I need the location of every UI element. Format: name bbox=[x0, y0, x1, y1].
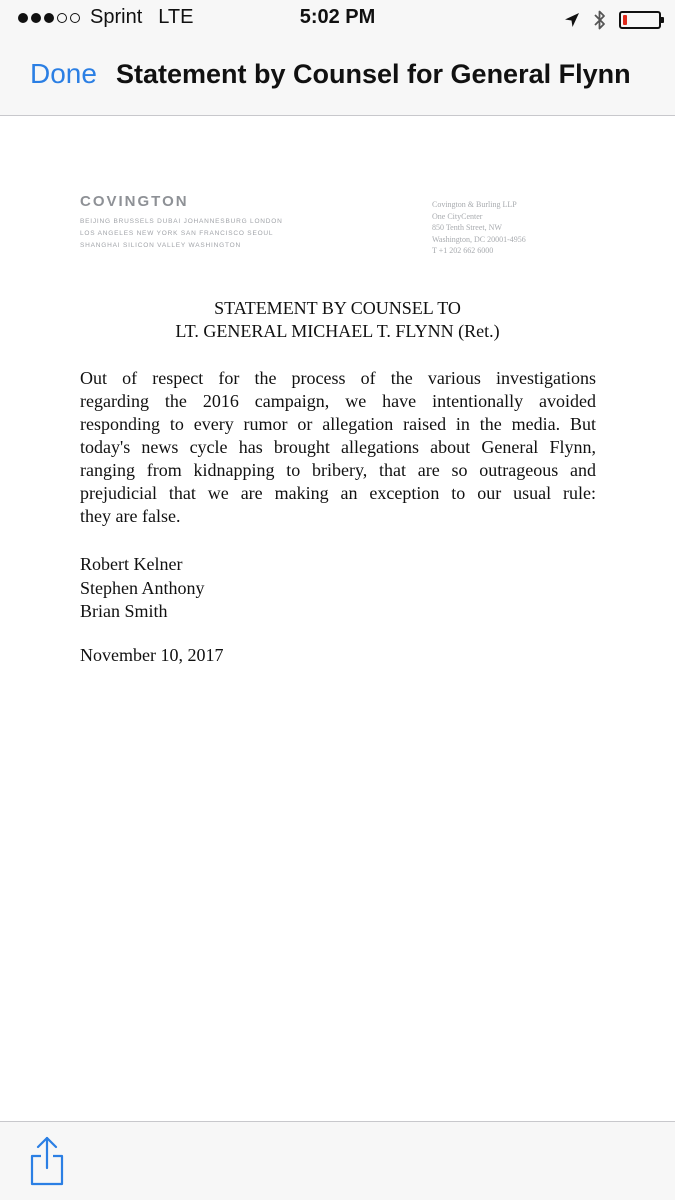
body-line: today's news cycle has brought allegations about General Flynn, bbox=[80, 437, 596, 457]
office-line: SHANGHAI SILICON VALLEY WASHINGTON bbox=[80, 242, 241, 249]
location-arrow-icon bbox=[563, 11, 581, 29]
signer-name: Stephen Anthony bbox=[80, 577, 205, 598]
statement-body bbox=[80, 367, 596, 528]
status-left bbox=[18, 6, 193, 29]
signal-dot-filled bbox=[31, 13, 41, 23]
address-line: 850 Tenth Street, NW bbox=[432, 223, 502, 232]
signer-name: Robert Kelner bbox=[80, 554, 183, 574]
signal-dot-empty bbox=[70, 13, 80, 23]
share-button[interactable] bbox=[26, 1132, 68, 1188]
heading-line: LT. GENERAL MICHAEL T. FLYNN (Ret.) bbox=[175, 321, 500, 341]
office-line: LOS ANGELES NEW YORK SAN FRANCISCO SEOUL bbox=[80, 230, 274, 237]
body-line: regarding the 2016 campaign, we have intentionally avoided bbox=[80, 391, 596, 411]
network-type: LTE bbox=[158, 6, 194, 28]
statement-heading bbox=[0, 297, 675, 343]
signal-dot-empty bbox=[57, 13, 67, 23]
share-icon bbox=[26, 1132, 68, 1188]
signer-name: Brian Smith bbox=[80, 601, 168, 621]
carrier-name: Sprint bbox=[90, 6, 143, 28]
status-bar bbox=[0, 0, 675, 38]
address-line: Washington, DC 20001-4956 bbox=[432, 234, 526, 244]
battery-icon bbox=[619, 11, 661, 29]
office-list bbox=[80, 216, 283, 252]
document-viewer[interactable] bbox=[0, 117, 675, 1121]
signal-dot-filled bbox=[44, 13, 54, 23]
signal-strength-icon bbox=[18, 13, 80, 23]
status-right bbox=[563, 8, 661, 32]
letterhead-firm bbox=[80, 193, 283, 252]
address-line: Covington & Burling LLP bbox=[432, 200, 517, 209]
heading-line: STATEMENT BY COUNSEL TO bbox=[214, 298, 461, 318]
done-button[interactable]: Done bbox=[30, 58, 97, 89]
document-title: Statement by Counsel for General Flynn bbox=[116, 59, 631, 89]
battery-level bbox=[623, 15, 627, 25]
address-line: One CityCenter bbox=[432, 211, 483, 221]
bluetooth-icon bbox=[593, 8, 607, 32]
body-line: ranging from kidnapping to bribery, that are so outrageous and bbox=[80, 460, 596, 480]
navigation-bar bbox=[0, 38, 675, 116]
signal-dot-filled bbox=[18, 13, 28, 23]
office-line: BEIJING BRUSSELS DUBAI JOHANNESBURG LONDON bbox=[80, 218, 283, 225]
body-line: they are false. bbox=[80, 506, 181, 526]
signer-list bbox=[80, 553, 205, 624]
letterhead-address bbox=[432, 199, 526, 257]
address-line: T +1 202 662 6000 bbox=[432, 246, 494, 255]
status-time: 5:02 PM bbox=[299, 6, 376, 28]
body-line: prejudicial that we are making an exception to our usual rule: bbox=[80, 483, 596, 503]
firm-logo: COVINGTON bbox=[80, 193, 189, 210]
body-line: responding to every rumor or allegation raised in the media. But bbox=[80, 414, 596, 434]
bottom-toolbar bbox=[0, 1121, 675, 1200]
body-line: Out of respect for the process of the various investigations bbox=[80, 368, 596, 388]
statement-date: November 10, 2017 bbox=[80, 645, 224, 665]
